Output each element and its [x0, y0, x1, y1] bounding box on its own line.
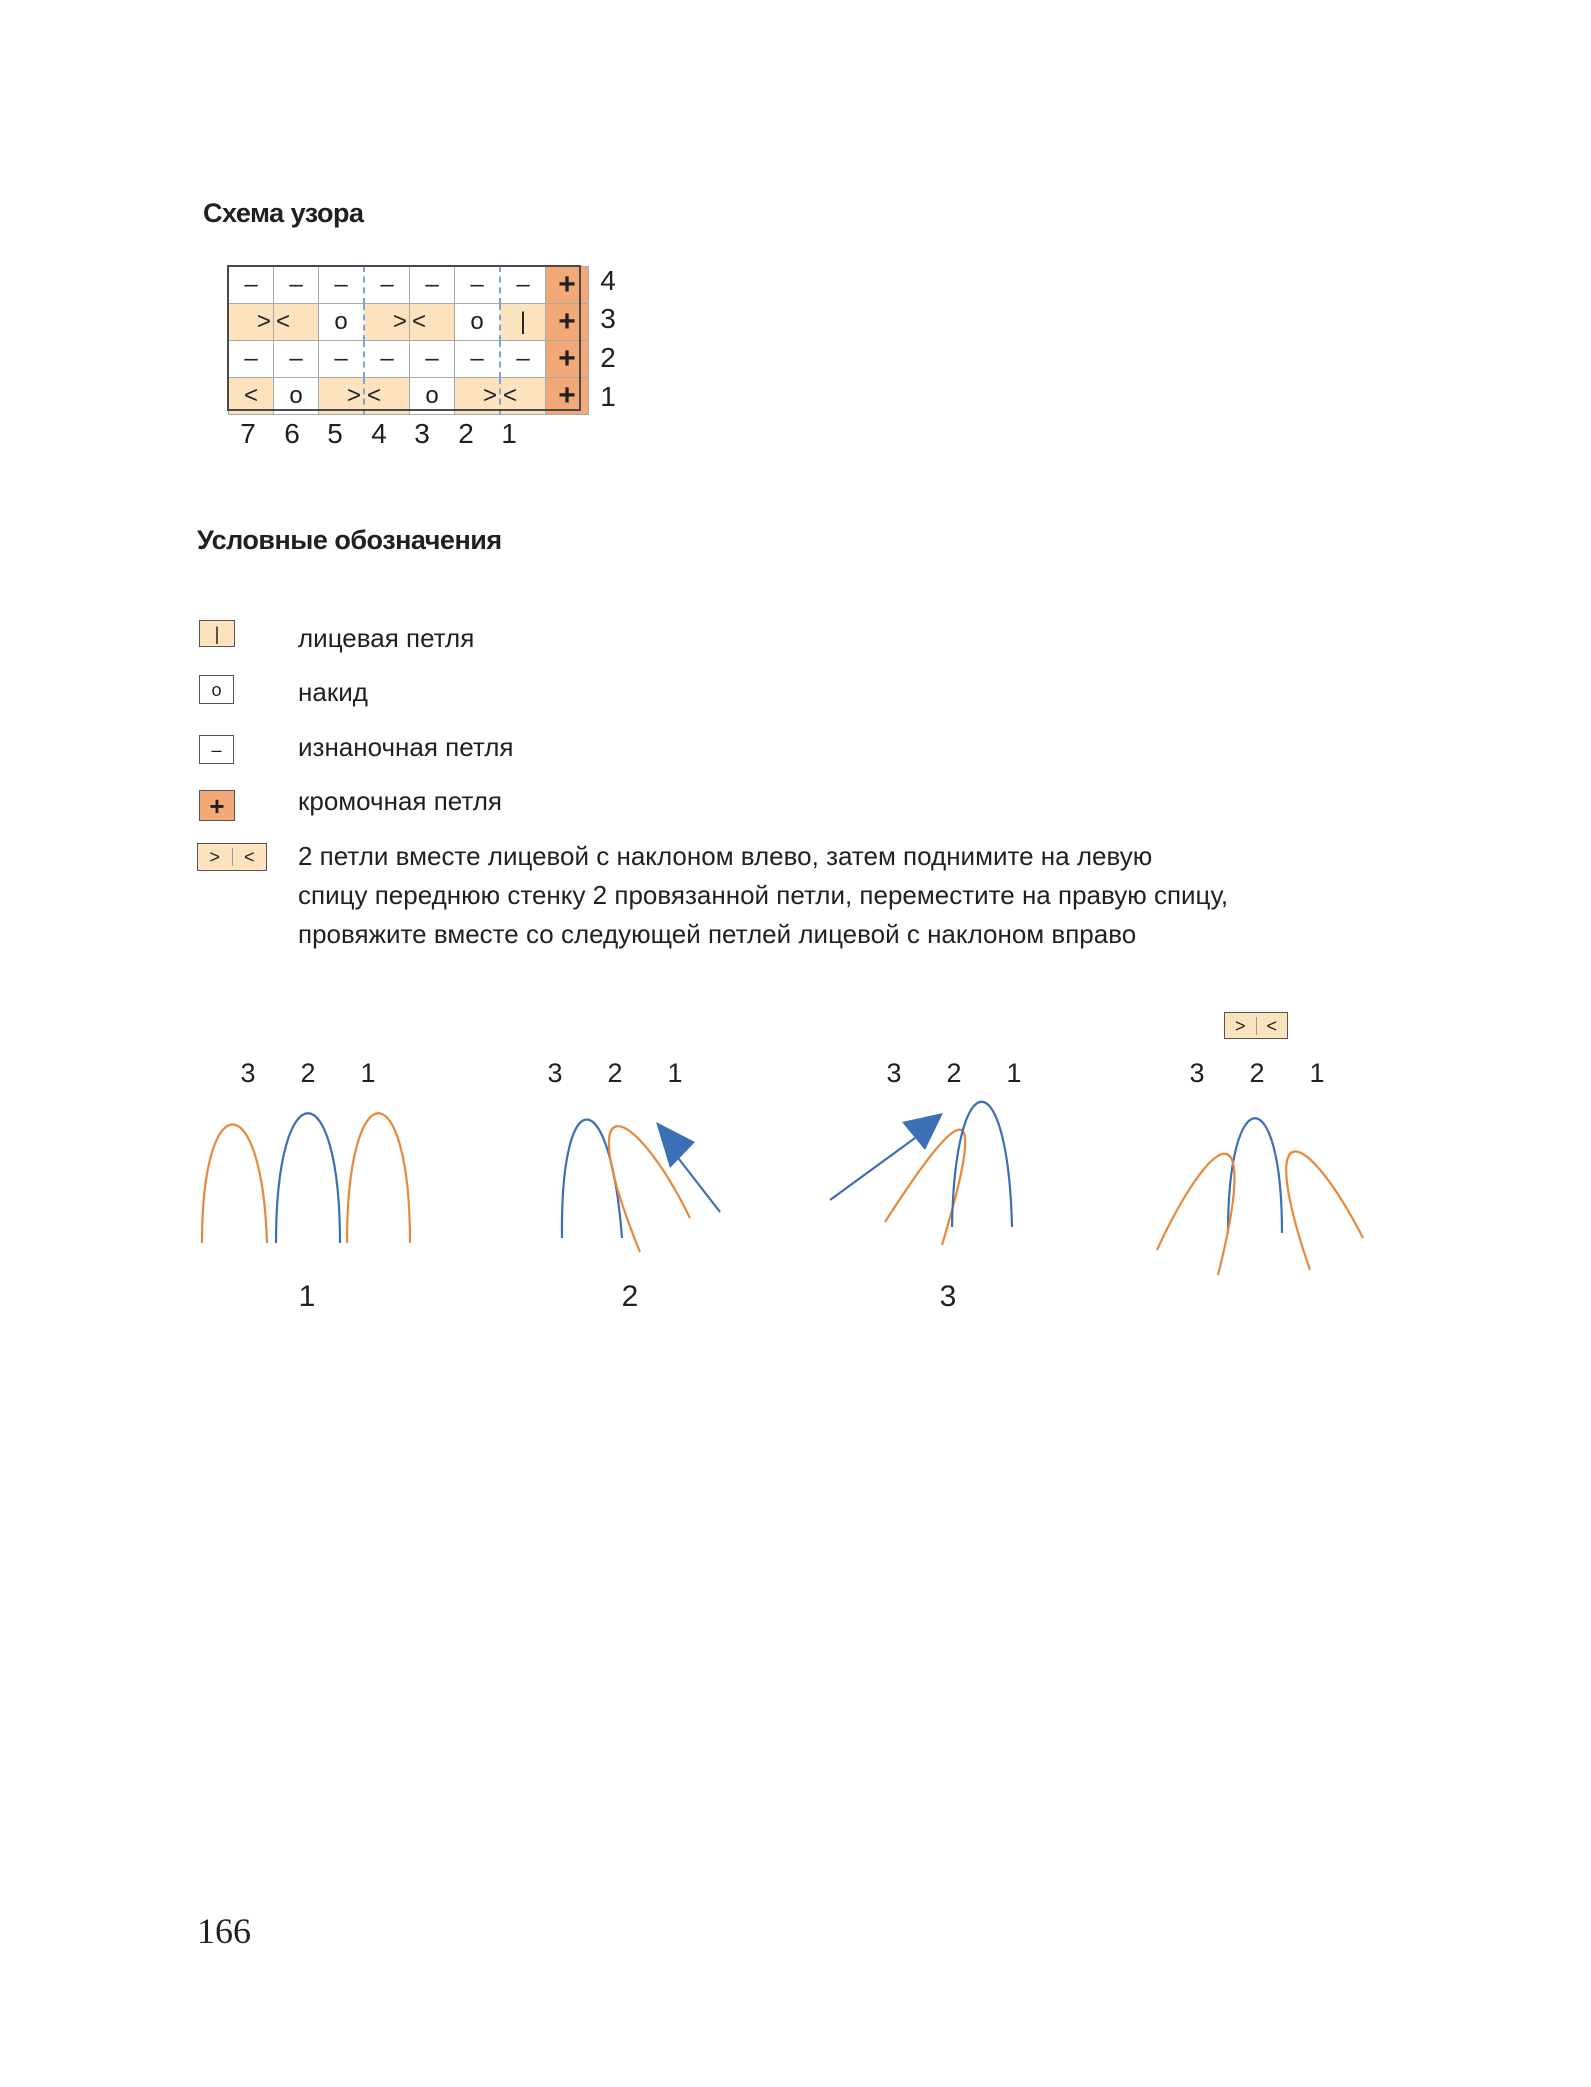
chart-cell: – [274, 267, 319, 304]
diagram-2-stitch-number: 3 [547, 1058, 563, 1088]
chart-cell: < [410, 304, 455, 341]
chart-cell: < [364, 378, 410, 415]
chart-cell: – [364, 341, 410, 378]
loop-2 [952, 1102, 1012, 1227]
diagram-4-stitch-number: 3 [1189, 1058, 1205, 1088]
chart-cell: – [319, 267, 365, 304]
knit-stitch-glyph: | [214, 623, 220, 644]
column-number: 6 [284, 418, 300, 449]
chart-cell-edge: + [546, 304, 589, 341]
legend-text-decrease-line-3: провяжите вместе со следующей петлей лицевой с наклоном вправо [298, 919, 1137, 949]
column-number: 4 [371, 418, 387, 449]
decrease-glyph-right: < [232, 848, 267, 866]
diagram-4-stitch-number: 2 [1249, 1058, 1265, 1088]
chart-title: Схема узора [203, 198, 364, 228]
chart-cell: – [319, 341, 365, 378]
diagram-2-stitch-number: 2 [607, 1058, 623, 1088]
diagram-3 [830, 1102, 1012, 1245]
legend-text-purl: изнаночная петля [298, 732, 514, 762]
chart-cell: – [274, 341, 319, 378]
diagram-4 [1157, 1118, 1363, 1275]
decrease-glyph-left: > [209, 847, 220, 867]
step-number: 3 [939, 1280, 957, 1313]
chart-cell: < [274, 304, 319, 341]
row-number: 4 [600, 265, 616, 296]
step-number: 1 [298, 1280, 316, 1313]
legend-text-decrease-line-2: спицу переднюю стенку 2 провязанной петли, переместите на правую спицу, [298, 880, 1229, 910]
arrow-shaft [672, 1150, 720, 1212]
chart-cell: > [455, 378, 501, 415]
diagram-3-stitch-number: 2 [946, 1058, 962, 1088]
loop-right [1286, 1152, 1363, 1270]
chart-cell: – [455, 267, 501, 304]
chart-cell: – [364, 267, 410, 304]
chart-cell: < [229, 378, 274, 415]
chart-cell: o [455, 304, 501, 341]
chart-cell: > [229, 304, 274, 341]
diagram-3-stitch-number: 1 [1006, 1058, 1022, 1088]
loop-1 [347, 1113, 410, 1243]
diagram-2-stitch-number: 1 [667, 1058, 683, 1088]
loop-2 [276, 1113, 340, 1243]
loop-3 [202, 1125, 267, 1244]
legend-text-edge: кромочная петля [298, 786, 502, 816]
loop-2 [562, 1120, 622, 1239]
chart-cell: > [319, 378, 365, 415]
arrow-head-icon [656, 1122, 695, 1168]
chart-cell: – [229, 267, 274, 304]
final-symbol-left: > [1234, 1015, 1246, 1036]
legend-text-knit: лицевая петля [298, 623, 475, 653]
chart-cell: o [319, 304, 365, 341]
arrow-head-icon [902, 1113, 943, 1150]
diagram-1 [202, 1113, 410, 1243]
chart-cell: | [500, 304, 546, 341]
page-number: 166 [197, 1911, 251, 1951]
legend-text-yarn-over: накид [298, 677, 368, 707]
chart-cell: o [274, 378, 319, 415]
column-number: 3 [414, 418, 430, 449]
loop-center [1228, 1118, 1282, 1233]
chart-cell-edge: + [546, 341, 589, 378]
chart-cell: – [410, 341, 455, 378]
step-number: 2 [621, 1280, 639, 1313]
legend-title: Условные обозначения [197, 525, 502, 555]
column-number: 7 [240, 418, 256, 449]
chart-cell: – [229, 341, 274, 378]
legend-text-decrease-line-1: 2 петли вместе лицевой с наклоном влево, затем поднимите на левую [298, 841, 1153, 871]
edge-stitch-glyph: + [209, 790, 225, 821]
chart-cell: – [410, 267, 455, 304]
column-number: 2 [458, 418, 474, 449]
diagram-4-stitch-number: 1 [1309, 1058, 1325, 1088]
yarn-over-glyph: o [211, 679, 222, 700]
diagram-1-stitch-number: 2 [300, 1058, 316, 1088]
arrow-shaft [830, 1138, 915, 1200]
diagram-3-stitch-number: 3 [886, 1058, 902, 1088]
chart-cell: – [500, 341, 546, 378]
chart-cell: – [455, 341, 501, 378]
purl-stitch-glyph: – [211, 739, 222, 760]
chart-cell: o [410, 378, 455, 415]
chart-cell: > [364, 304, 410, 341]
column-number: 5 [327, 418, 343, 449]
diagram-1-stitch-number: 1 [360, 1058, 376, 1088]
final-symbol-right: < [1256, 1017, 1288, 1035]
row-number: 2 [600, 342, 616, 373]
diagram-1-stitch-number: 3 [240, 1058, 256, 1088]
diagram-2 [562, 1120, 720, 1253]
loop-left [1157, 1154, 1235, 1275]
chart-cell-edge: + [546, 267, 589, 304]
chart-cell: – [500, 267, 546, 304]
chart-cell-edge: + [546, 378, 589, 415]
chart-cell: < [500, 378, 546, 415]
column-number: 1 [501, 418, 517, 449]
row-number: 1 [600, 381, 616, 412]
row-number: 3 [600, 303, 616, 334]
